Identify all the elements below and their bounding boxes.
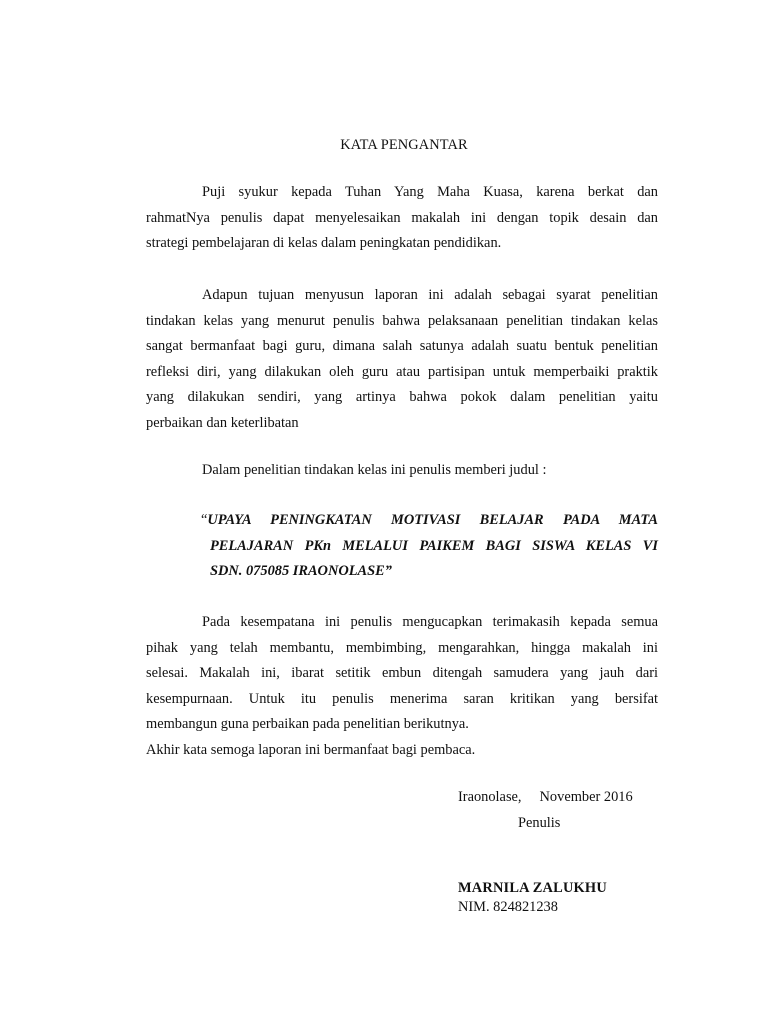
paragraph-line: yang dilakukan sendiri, yang artinya bahwa pokok dalam penelitian yaitu xyxy=(146,389,658,405)
paragraph-line: Puji syukur kepada Tuhan Yang Maha Kuasa, karena berkat dan xyxy=(202,184,658,200)
signature-place: Iraonolase, xyxy=(458,789,522,805)
research-title-quote xyxy=(201,508,658,585)
author-nim: NIM. 824821238 xyxy=(458,899,558,915)
signature-role: Penulis xyxy=(518,815,561,831)
paragraph-line: kesempurnaan. Untuk itu penulis menerima saran kritikan yang bersifat xyxy=(146,690,658,707)
closing-line: Akhir kata semoga laporan ini bermanfaat bagi pembaca. xyxy=(146,741,476,758)
quote-line: PELAJARAN PKn MELALUI PAIKEM BAGI SISWA KELAS VI xyxy=(210,537,658,554)
signature-place-date xyxy=(458,789,633,806)
paragraph-line: selesai. Makalah ini, ibarat setitik embun ditengah samudera yang jauh dari xyxy=(146,665,658,681)
signature-date: November 2016 xyxy=(539,789,633,805)
paragraph-line: tindakan kelas yang menurut penulis bahwa pelaksanaan penelitian tindakan kelas xyxy=(146,312,658,329)
paragraph-line: pihak yang telah membantu, membimbing, mengarahkan, hingga makalah ini xyxy=(146,639,658,656)
paragraph-title-intro xyxy=(146,458,658,484)
paragraph-line: refleksi diri, yang dilakukan oleh guru atau partisipan untuk memperbaiki praktik xyxy=(146,363,658,380)
page-title: KATA PENGANTAR xyxy=(340,137,468,153)
quote-line: SDN. 075085 IRAONOLASE” xyxy=(210,563,392,579)
paragraph-intro xyxy=(146,180,658,257)
paragraph-thanks xyxy=(146,610,658,763)
paragraph-line: membangun guna perbaikan pada penelitian berikutnya. xyxy=(146,716,469,732)
paragraph-line: Dalam penelitian tindakan kelas ini penulis memberi judul : xyxy=(202,462,547,478)
paragraph-line: sangat bermanfaat bagi guru, dimana salah satunya adalah suatu bentuk penelitian xyxy=(146,338,658,354)
paragraph-purpose xyxy=(146,283,658,436)
paragraph-line: rahmatNya penulis dapat menyelesaikan makalah ini dengan topik desain dan xyxy=(146,209,658,226)
paragraph-line: Pada kesempatana ini penulis mengucapkan terimakasih kepada semua xyxy=(202,614,658,630)
author-name: MARNILA ZALUKHU xyxy=(458,880,607,896)
paragraph-line: perbaikan dan keterlibatan xyxy=(146,414,299,431)
paragraph-line: strategi pembelajaran di kelas dalam peningkatan pendidikan. xyxy=(146,235,502,251)
paragraph-line: Adapun tujuan menyusun laporan ini adalah sebagai syarat penelitian xyxy=(202,287,658,303)
quote-line: “UPAYA PENINGKATAN MOTIVASI BELAJAR PADA MATA xyxy=(201,512,658,528)
